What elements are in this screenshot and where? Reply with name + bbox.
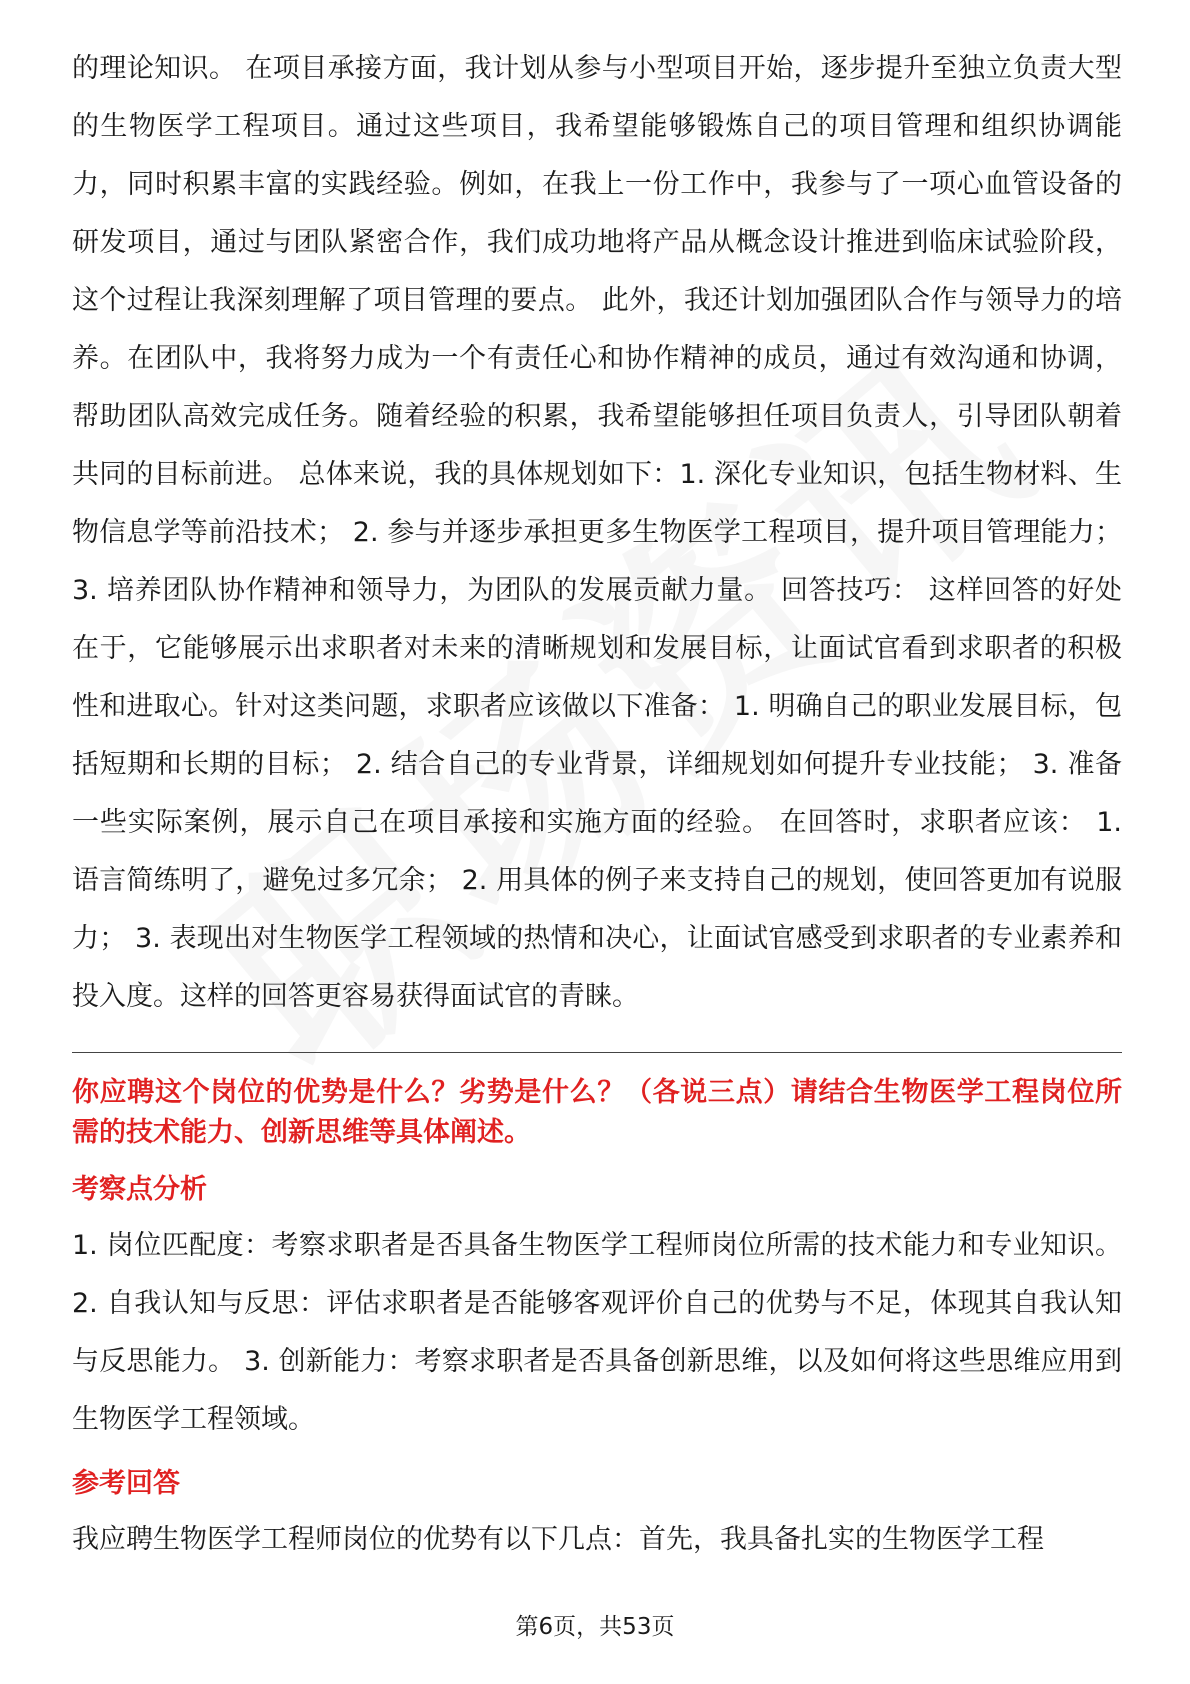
reference-heading: 参考回答 — [72, 1468, 180, 1499]
continuation-paragraph: 的理论知识。 在项目承接方面，我计划从参与小型项目开始，逐步提升至独立负责大型的生物医学工程项目。通过这些项目，我希望能够锻炼自己的项目管理和组织协调能力，同时积累丰富的实践经验。例如，在我上一份工作中，我参与了一项心血管设备的研发项目，通过与团队紧密合作，我们成功地将产品从概念设计推进到临床试验阶段，这个过程让我深刻理解了项目管理的要点。 此外，我还计划加强团队合作与领导力的培养。在团队中，我将努力成为一个有责任心和协作精神的成员，通过有效沟通和协调，帮助团队高效完成任务。随着经验的积累，我希望能够担任项目负责人，引导团队朝着共同的目标前进。 总体来说，我的具体规划如下：1. 深化专业知识，包括生物材料、生物信息学等前沿技术； 2. 参与并逐步承担更多生物医学工程项目，提升项目管理能力； 3. 培养团队协作精神和领导力，为团队的发展贡献力量。 回答技巧： 这样回答的好处在于，它能够展示出求职者对未来的清晰规划和发展目标，让面试官看到求职者的积极性和进取心。针对这类问题，求职者应该做以下准备： 1. 明确自己的职业发展目标，包括短期和长期的目标； 2. 结合自己的专业背景，详细规划如何提升专业技能； 3. 准备一些实际案例，展示自己在项目承接和实施方面的经验。 在回答时，求职者应该： 1. 语言简练明了，避免过多冗余； 2. 用具体的例子来支持自己的规划，使回答更加有说服力； 3. 表现出对生物医学工程领域的热情和决心，让面试官感受到求职者的专业素养和投入度。这样的回答更容易获得面试官的青睐。 — [72, 53, 1122, 1012]
reference-section — [72, 1463, 1122, 1569]
reference-paragraph: 我应聘生物医学工程师岗位的优势有以下几点：首先，我具备扎实的生物医学工程 — [72, 1524, 1044, 1555]
page-content — [72, 40, 1122, 1579]
analysis-heading: 考察点分析 — [72, 1174, 207, 1205]
page-number: 第6页，共53页 — [515, 1614, 675, 1640]
question-title: 你应聘这个岗位的优势是什么？劣势是什么？（各说三点）请结合生物医学工程岗位所需的技术能力、创新思维等具体阐述。 — [72, 1077, 1122, 1148]
analysis-section — [72, 1169, 1122, 1449]
section-divider — [72, 1052, 1122, 1053]
analysis-paragraph: 1. 岗位匹配度：考察求职者是否具备生物医学工程师岗位所需的技术能力和专业知识。 2. 自我认知与反思：评估求职者是否能够客观评价自己的优势与不足，体现其自我认知与反思能力。 3. 创新能力：考察求职者是否具备创新思维，以及如何将这些思维应用到生物医学工程领域。 — [72, 1230, 1122, 1435]
